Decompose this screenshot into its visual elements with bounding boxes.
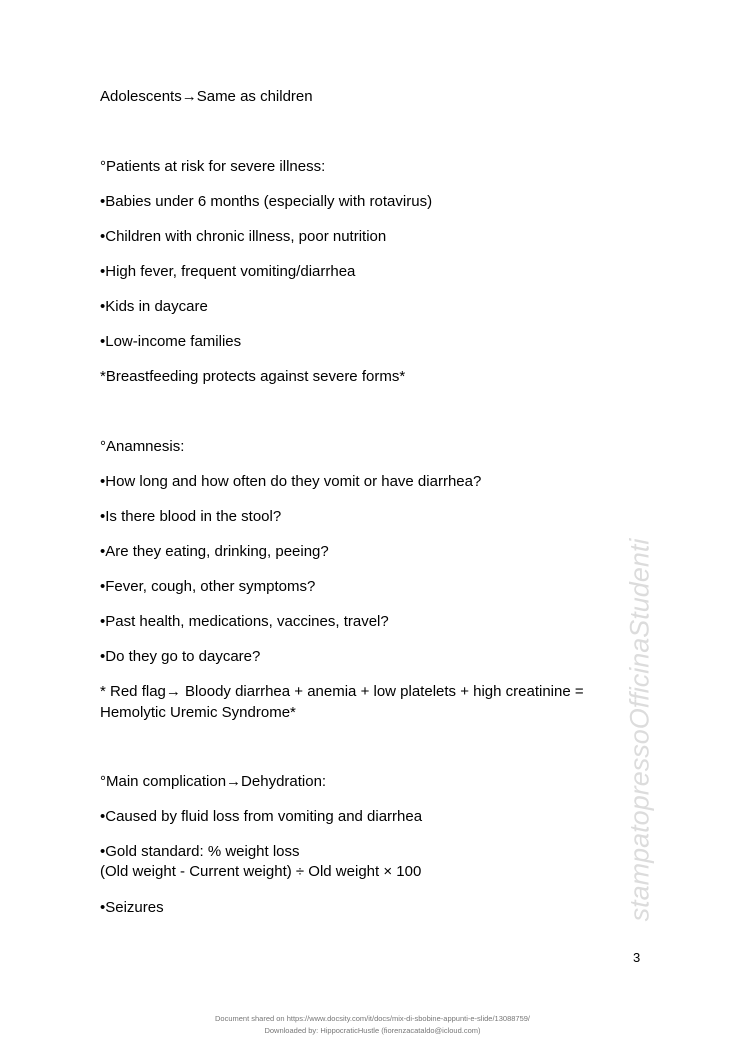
note: *Breastfeeding protects against severe forms* (100, 368, 406, 385)
formula: (Old weight - Current weight) ÷ Old weight × 100 (100, 863, 422, 880)
section-heading: °Patients at risk for severe illness: (100, 158, 326, 175)
note: * Red flag→ Bloody diarrhea + anemia + low platelets + high creatinine = (100, 683, 584, 700)
section-heading: °Anamnesis: (100, 438, 185, 455)
bullet-item: •Are they eating, drinking, peeing? (100, 543, 329, 560)
bullet-item: •Caused by fluid loss from vomiting and diarrhea (100, 808, 423, 825)
bullet-item: •Babies under 6 months (especially with rotavirus) (100, 193, 433, 210)
bullet-item: •Is there blood in the stool? (100, 508, 282, 525)
bullet-item: •How long and how often do they vomit or have diarrhea? (100, 473, 482, 490)
watermark: stampatopressoOfficinaStudenti (624, 538, 655, 922)
note: Hemolytic Uremic Syndrome* (100, 704, 296, 721)
bullet-item: •Kids in daycare (100, 298, 208, 315)
bullet-item: •Fever, cough, other symptoms? (100, 578, 316, 595)
text-line: Adolescents→Same as children (100, 88, 313, 105)
footer-shared-link[interactable]: Document shared on https://www.docsity.com/it/docs/mix-di-sbobine-appunti-e-slide/13088759/ (214, 1014, 531, 1023)
bullet-item: •Children with chronic illness, poor nutrition (100, 228, 387, 245)
section-heading: °Main complication→Dehydration: (100, 773, 327, 790)
bullet-item: •Low-income families (100, 333, 242, 350)
bullet-item: •Do they go to daycare? (100, 648, 261, 665)
bullet-item: •Past health, medications, vaccines, travel? (100, 613, 389, 630)
bullet-item: •Gold standard: % weight loss (100, 843, 300, 860)
bullet-item: •High fever, frequent vomiting/diarrhea (100, 263, 356, 280)
page-number: 3 (633, 950, 641, 965)
footer-downloaded-by: Downloaded by: HippocraticHustle (fiorenzacataldo@icloud.com) (264, 1026, 481, 1035)
bullet-item: •Seizures (100, 899, 164, 916)
